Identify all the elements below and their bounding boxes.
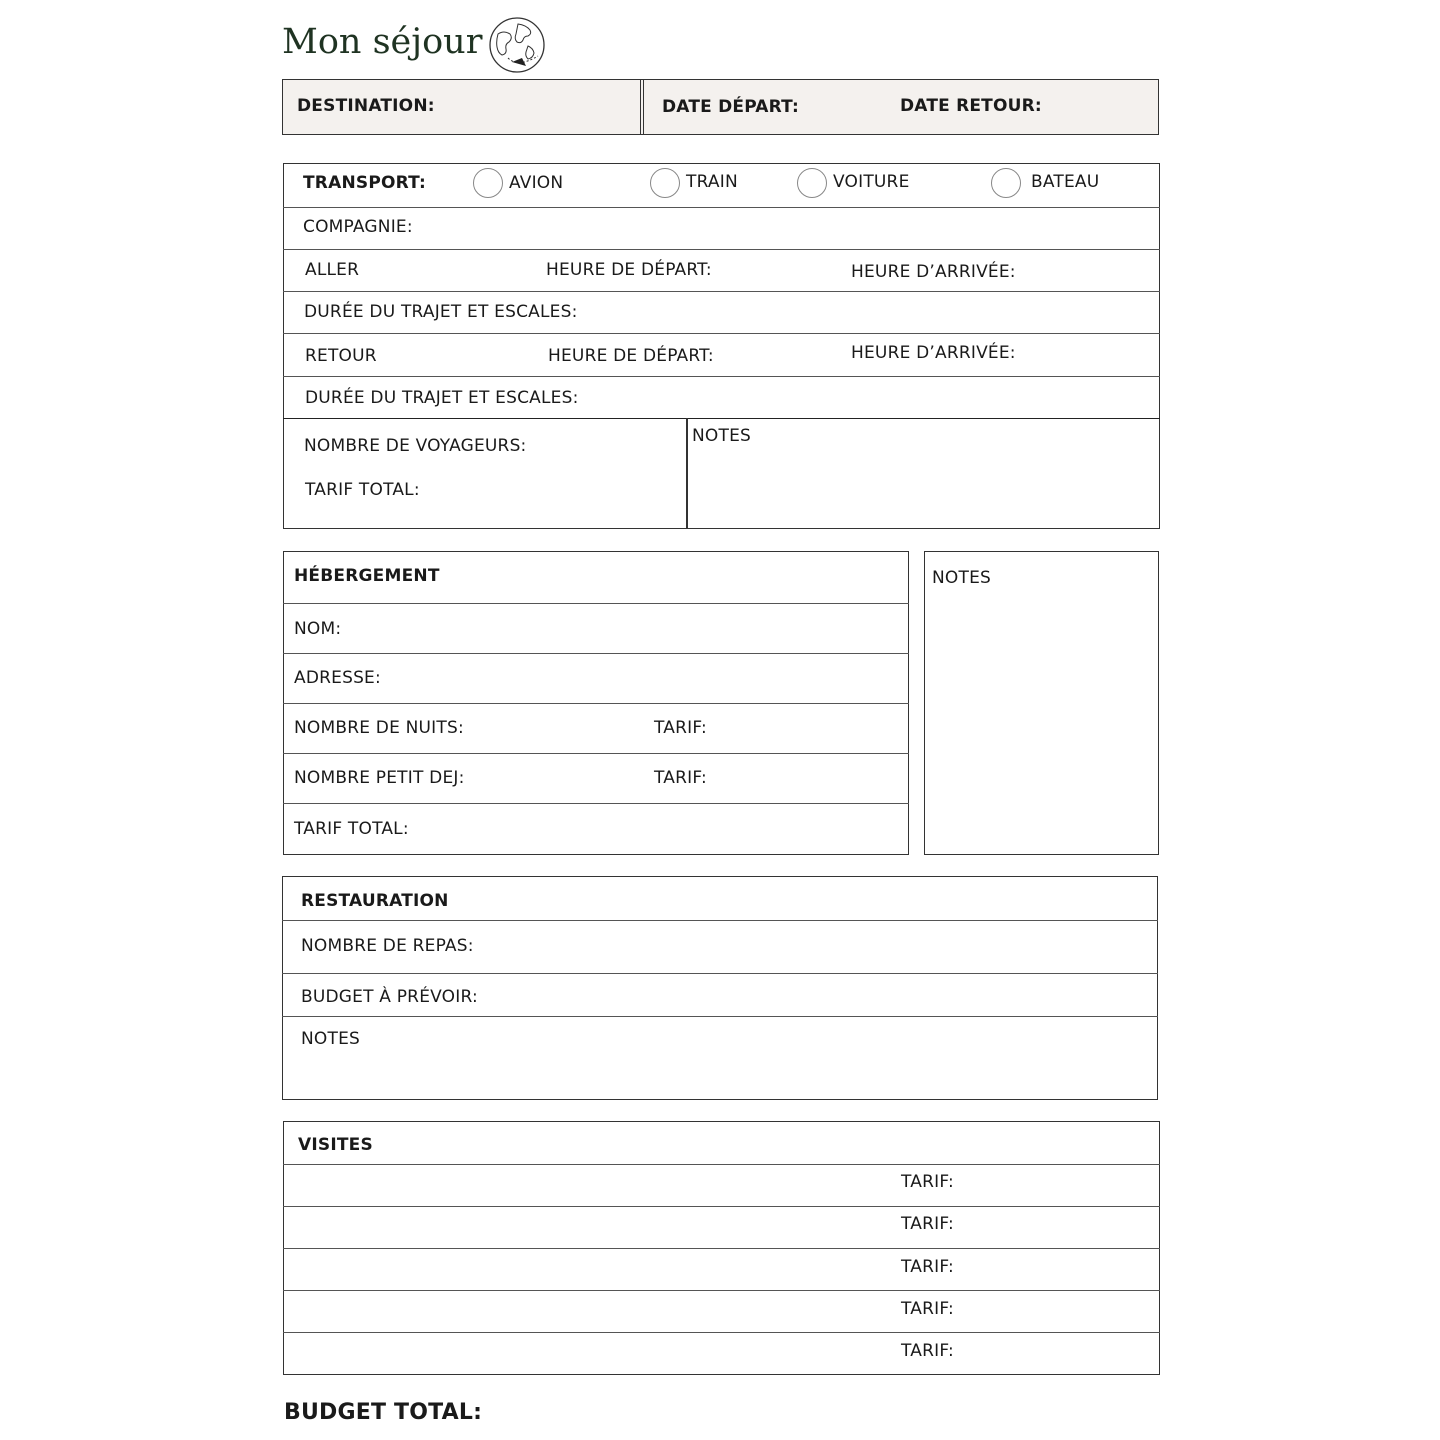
visites-tarif-label: TARIF: [901,1299,954,1319]
aller-duree-label: DURÉE DU TRAJET ET ESCALES: [304,302,578,322]
option-train-label: TRAIN [686,172,738,192]
hebergement-nom-label: NOM: [294,619,342,639]
globe-plane-icon [488,16,548,76]
date-depart-label: DATE DÉPART: [662,97,800,117]
visites-tarif-label: TARIF: [901,1257,954,1277]
transport-section [283,163,1160,529]
hebergement-petit-dej-label: NOMBRE PETIT DEJ: [294,768,465,788]
page-title: Mon séjour [282,22,483,62]
hebergement-title: HÉBERGEMENT [294,566,440,586]
hebergement-adresse-label: ADRESSE: [294,668,381,688]
visites-tarif-label: TARIF: [901,1172,954,1192]
aller-heure-depart-label: HEURE DE DÉPART: [546,260,712,280]
budget-total-label: BUDGET TOTAL: [284,1400,483,1425]
hebergement-tarif-petit-dej-label: TARIF: [654,768,707,788]
date-retour-label: DATE RETOUR: [900,96,1042,116]
destination-label: DESTINATION: [297,96,435,116]
visites-title: VISITES [298,1135,373,1155]
radio-avion[interactable] [473,168,503,198]
option-bateau-label: BATEAU [1031,172,1100,192]
radio-voiture[interactable] [797,168,827,198]
retour-heure-arrivee-label: HEURE D’ARRIVÉE: [851,343,1016,363]
radio-bateau[interactable] [991,168,1021,198]
aller-label: ALLER [305,260,360,280]
retour-duree-label: DURÉE DU TRAJET ET ESCALES: [305,388,579,408]
visites-tarif-label: TARIF: [901,1341,954,1361]
visites-tarif-label: TARIF: [901,1214,954,1234]
hebergement-notes-label: NOTES [932,568,992,588]
voyageurs-label: NOMBRE DE VOYAGEURS: [304,436,527,456]
restauration-notes-label: NOTES [301,1029,361,1049]
transport-tarif-total-label: TARIF TOTAL: [305,480,420,500]
restauration-repas-label: NOMBRE DE REPAS: [301,936,474,956]
aller-heure-arrivee-label: HEURE D’ARRIVÉE: [851,262,1016,282]
restauration-title: RESTAURATION [301,891,449,911]
transport-notes-label: NOTES [692,426,752,446]
hebergement-nuits-label: NOMBRE DE NUITS: [294,718,464,738]
option-voiture-label: VOITURE [833,172,910,192]
retour-label: RETOUR [305,346,377,366]
option-avion-label: AVION [509,173,564,193]
retour-heure-depart-label: HEURE DE DÉPART: [548,346,714,366]
hebergement-tarif-nuits-label: TARIF: [654,718,707,738]
radio-train[interactable] [650,168,680,198]
hebergement-tarif-total-label: TARIF TOTAL: [294,819,409,839]
transport-label: TRANSPORT: [303,173,427,193]
restauration-budget-label: BUDGET À PRÉVOIR: [301,987,478,1007]
hebergement-notes-box [924,551,1159,855]
compagnie-label: COMPAGNIE: [303,217,413,237]
